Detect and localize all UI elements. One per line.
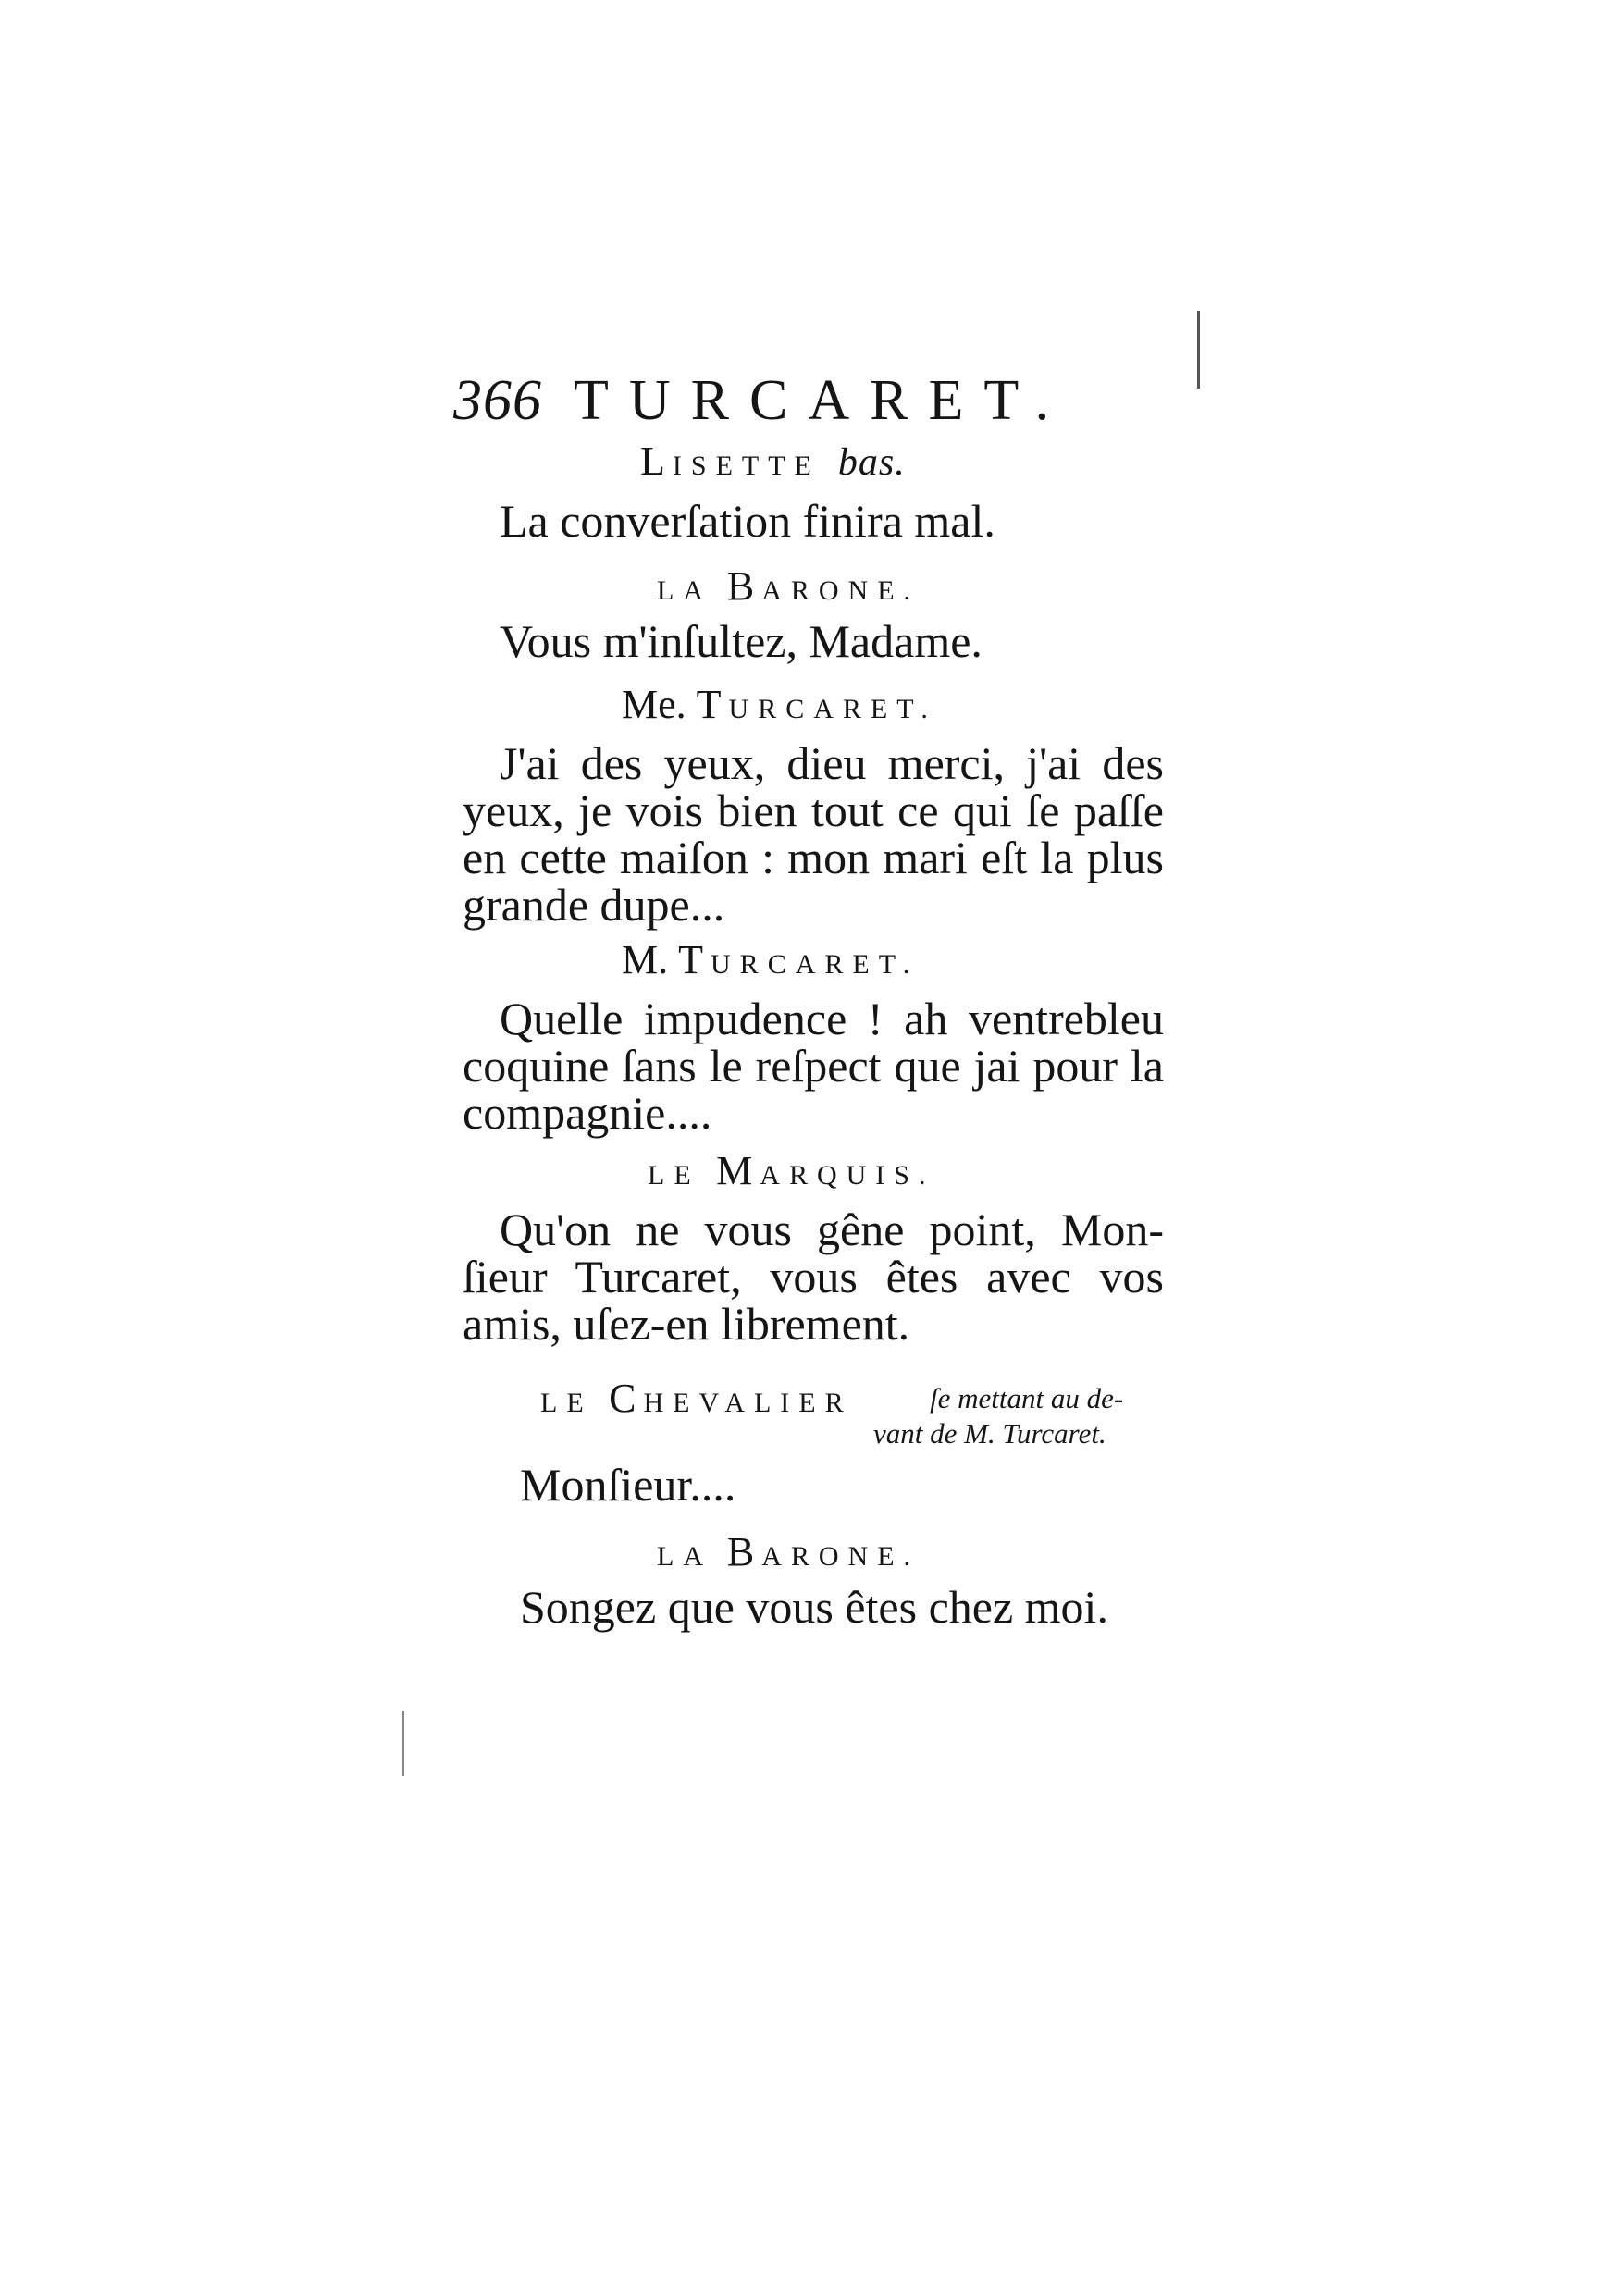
speaker-heading: LISETTE bas. — [640, 438, 906, 484]
speaker-heading: Me. TURCARET. — [622, 682, 937, 727]
speaker-heading: LE CHEVALIER — [540, 1376, 853, 1421]
scan-mark — [402, 1711, 404, 1776]
page-number: 366 — [453, 369, 542, 432]
dialogue-line: Songez que vous êtes chez moi. — [520, 1581, 1108, 1633]
dialogue-paragraph: Qu'on ne vous gêne point, Mon- ſieur Turcaret, vous êtes avec vos amis, uſez-en librement. — [463, 1204, 1164, 1350]
stage-direction: ſe mettant au de- — [930, 1382, 1124, 1414]
dialogue-paragraph: J'ai des yeux, dieu merci, j'ai des yeux, je vois bien tout ce qui ſe paſſe en cette maiſon : mon mari eſt la plus grande dupe... — [463, 737, 1164, 931]
speaker-heading: M. TURCARET. — [622, 937, 920, 982]
running-header — [453, 368, 1069, 434]
scan-mark — [1197, 311, 1200, 389]
dialogue-line: Monſieur.... — [520, 1459, 736, 1511]
dialogue-line: Vous m'inſultez, Madame. — [500, 615, 983, 667]
speaker-heading: LA BARONE. — [657, 1529, 921, 1574]
speaker-heading: LE MARQUIS. — [648, 1148, 935, 1193]
stage-direction: vant de M. Turcaret. — [873, 1417, 1106, 1450]
dialogue-paragraph: Quelle impudence ! ah ventrebleu coquine ſans le reſpect que jai pour la compagnie.... — [463, 993, 1164, 1139]
speaker-heading: LA BARONE. — [657, 563, 921, 609]
stage-direction: bas. — [837, 441, 906, 484]
running-title: TURCARET. — [574, 369, 1070, 432]
dialogue-line: La converſation finira mal. — [500, 495, 995, 547]
